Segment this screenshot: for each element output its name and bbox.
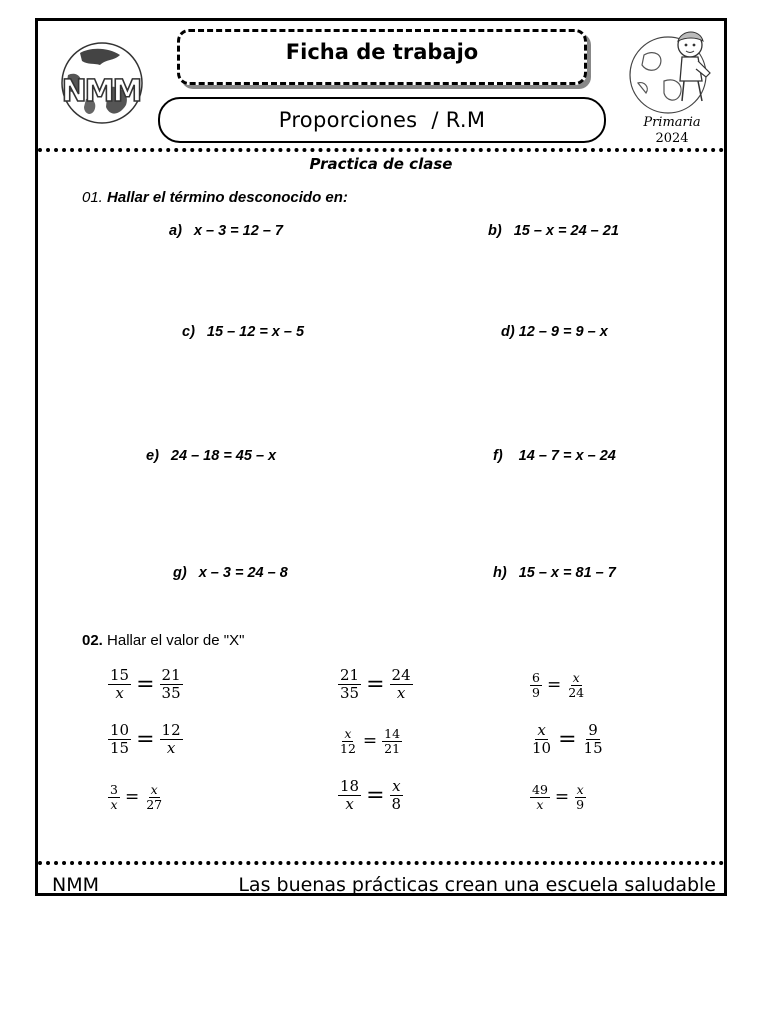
question-1-number: 01. [82, 189, 103, 206]
proportion-8 [338, 778, 403, 812]
fraction-denominator: 35 [161, 683, 181, 702]
question-2-heading [82, 632, 244, 649]
footer-motto: Las buenas prácticas crean una escuela saludable [238, 874, 716, 896]
equation-g [173, 565, 288, 581]
equation-label: a) [169, 223, 182, 239]
fraction-numerator: x [537, 721, 546, 739]
equation-label: c) [182, 324, 195, 340]
equation-expression: x – 3 = 12 – 7 [193, 223, 283, 239]
fraction-denominator: 9 [576, 796, 585, 812]
fraction-numerator: 3 [110, 782, 118, 797]
proportion-9 [530, 783, 586, 812]
header-divider [38, 148, 724, 152]
fraction-numerator: x [150, 782, 158, 797]
fraction-numerator: x [344, 726, 352, 741]
fraction-numerator: 18 [340, 777, 360, 795]
fraction-denominator: 12 [340, 740, 356, 756]
equation-f [493, 448, 616, 464]
equation-expression: 12 – 9 = 9 – x [518, 324, 608, 340]
fraction-numerator: 21 [161, 666, 181, 684]
question-1-prompt: Hallar el término desconocido en: [107, 189, 348, 206]
equation-e [146, 448, 276, 464]
fraction-numerator: 10 [110, 721, 130, 739]
equals-sign: = [136, 726, 155, 752]
fraction-numerator: x [392, 777, 401, 795]
fraction-numerator: 15 [110, 666, 130, 684]
fraction-denominator: 8 [391, 794, 402, 813]
equals-sign: = [366, 671, 385, 697]
equation-expression: x – 3 = 24 – 8 [198, 565, 288, 581]
proportion-4 [108, 722, 183, 756]
equation-label: e) [146, 448, 159, 464]
equals-sign: = [136, 671, 155, 697]
fraction-numerator: x [576, 782, 584, 797]
equation-expression: 14 – 7 = x – 24 [518, 448, 616, 464]
fraction-numerator: 24 [391, 666, 411, 684]
fraction-denominator: 21 [384, 740, 401, 756]
fraction-denominator: 9 [532, 684, 540, 700]
worksheet-title: Ficha de trabajo [285, 40, 479, 64]
school-year: 2024 [655, 131, 689, 146]
equation-label: h) [493, 565, 507, 581]
equation-d [501, 324, 608, 340]
student-globe-illustration [624, 25, 722, 119]
fraction-denominator: 24 [568, 684, 585, 700]
equation-label: g) [173, 565, 187, 581]
fraction-denominator: 15 [110, 738, 130, 757]
footer-school-code: NMM [52, 874, 99, 896]
fraction-numerator: 14 [384, 726, 401, 741]
equals-sign: = [546, 675, 562, 696]
fraction-denominator: x [345, 794, 354, 813]
proportion-3 [530, 671, 586, 700]
equals-sign: = [366, 782, 385, 808]
equation-expression: 15 – x = 81 – 7 [518, 565, 616, 581]
equation-label: f) [493, 448, 503, 464]
proportion-7 [108, 783, 164, 812]
fraction-numerator: x [572, 670, 580, 685]
fraction-numerator: 12 [161, 721, 181, 739]
equation-expression: 15 – x = 24 – 21 [513, 223, 619, 239]
subject-box [158, 97, 606, 143]
fraction-denominator: x [115, 683, 124, 702]
worksheet-subject: Proporciones / R.M [278, 108, 486, 132]
fraction-denominator: x [110, 796, 118, 812]
grade-level: Primaria [643, 115, 701, 130]
fraction-denominator: 15 [583, 738, 603, 757]
equation-b [488, 223, 619, 239]
equals-sign: = [558, 726, 577, 752]
equation-label: d) [501, 324, 515, 340]
equation-expression: 24 – 18 = 45 – x [170, 448, 277, 464]
proportion-6 [530, 722, 605, 756]
fraction-denominator: 35 [340, 683, 360, 702]
worksheet [35, 18, 727, 896]
question-1-heading [82, 189, 348, 206]
fraction-numerator: 21 [340, 666, 360, 684]
logo-letters: NMM [61, 74, 141, 109]
fraction-denominator: 27 [146, 796, 163, 812]
fraction-denominator: x [396, 683, 406, 702]
equation-c [182, 324, 304, 340]
fraction-denominator: 10 [532, 738, 552, 757]
equation-label: b) [488, 223, 502, 239]
equals-sign: = [362, 731, 378, 752]
equation-a [169, 223, 283, 239]
proportion-5 [338, 727, 402, 756]
title-box [177, 29, 587, 85]
equation-expression: 15 – 12 = x – 5 [206, 324, 305, 340]
school-globe-logo [50, 41, 152, 131]
proportion-1 [108, 667, 183, 701]
equals-sign: = [124, 787, 140, 808]
equation-h [493, 565, 616, 581]
section-title: Practica de clase [309, 155, 453, 173]
fraction-denominator: x [166, 738, 176, 757]
fraction-denominator: x [536, 796, 544, 812]
fraction-numerator: 9 [588, 721, 598, 739]
proportion-2 [338, 667, 413, 701]
footer-divider [38, 861, 724, 865]
fraction-numerator: 49 [532, 782, 548, 797]
question-2-prompt: Hallar el valor de "X" [107, 632, 245, 649]
equals-sign: = [554, 787, 570, 808]
question-2-number: 02. [82, 632, 103, 649]
fraction-numerator: 6 [532, 670, 540, 685]
